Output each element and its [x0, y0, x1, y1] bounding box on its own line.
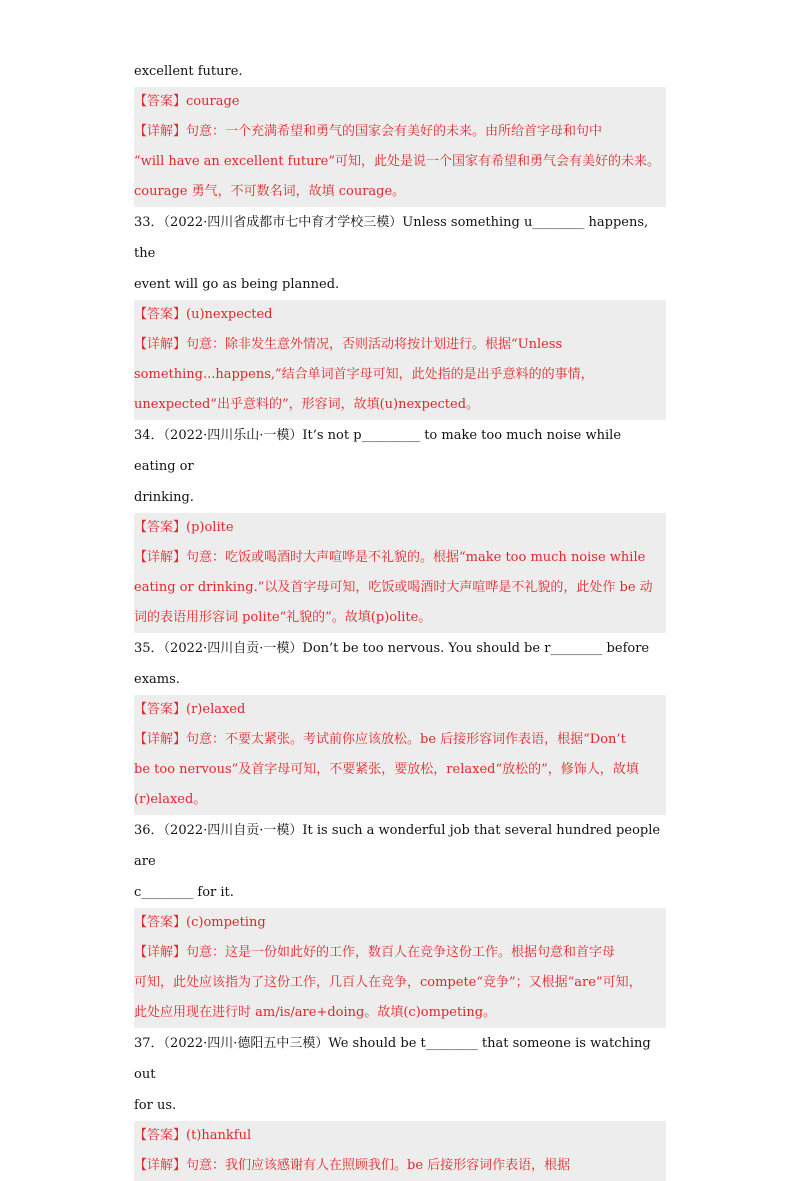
detail-tag: 【详解】	[134, 124, 187, 139]
answer-line	[134, 513, 666, 543]
answer-block-36	[134, 908, 666, 1028]
detail-tag: 【详解】	[134, 1158, 187, 1173]
answer-tag: 【答案】	[134, 307, 187, 322]
detail-text: 句意：我们应该感谢有人在照顾我们。be 后接形容词作表语，根据	[186, 1158, 571, 1173]
document-page	[134, 56, 666, 1181]
answer-tag: 【答案】	[134, 702, 187, 717]
answer-text: (c)ompeting	[186, 915, 266, 930]
detail-line	[134, 938, 666, 968]
answer-text: (r)elaxed	[186, 702, 246, 717]
detail-line: “will have an excellent future”可知，此处是说一个国家有希望和勇气会有美好的未来。	[134, 154, 660, 169]
question-36-line: c________ for it.	[134, 885, 234, 900]
detail-text: 句意：一个充满希望和勇气的国家会有美好的未来。由所给首字母和句中	[186, 124, 603, 139]
detail-line	[134, 725, 666, 755]
detail-text: 句意：吃饭或喝酒时大声喧哗是不礼貌的。根据“make too much noise while	[186, 550, 646, 565]
detail-line: 可知，此处应该指为了这份工作，几百人在竞争，compete“竞争”；又根据“are”可知，	[134, 975, 642, 990]
detail-line: 词的表语用形容词 polite“礼貌的”。故填(p)olite。	[134, 610, 432, 625]
detail-line	[134, 1151, 666, 1181]
answer-line	[134, 1121, 666, 1151]
answer-line	[134, 300, 666, 330]
question-37-line: 37．（2022·四川·德阳五中三模）We should be t________ that someone is watching out	[134, 1036, 651, 1082]
answer-block-34	[134, 513, 666, 633]
answer-line	[134, 87, 666, 117]
detail-tag: 【详解】	[134, 732, 187, 747]
answer-tag: 【答案】	[134, 915, 187, 930]
detail-tag: 【详解】	[134, 550, 187, 565]
detail-line	[134, 117, 666, 147]
detail-line: (r)elaxed。	[134, 792, 207, 807]
detail-line	[134, 543, 666, 573]
answer-text: (t)hankful	[186, 1128, 252, 1143]
answer-block-37	[134, 1121, 666, 1181]
answer-line	[134, 695, 666, 725]
answer-text: courage	[186, 94, 240, 109]
question-34-line: drinking.	[134, 490, 194, 505]
detail-line: something...happens,”结合单词首字母可知，此处指的是出乎意料的的事情，	[134, 367, 594, 382]
answer-text: (u)nexpected	[186, 307, 273, 322]
question-36-line: 36．（2022·四川自贡·一模）It is such a wonderful job that several hundred people are	[134, 823, 661, 869]
detail-line	[134, 330, 666, 360]
detail-line: 此处应用现在进行时 am/is/are+doing。故填(c)ompeting。	[134, 1005, 497, 1020]
detail-text: 句意：除非发生意外情况，否则活动将按计划进行。根据“Unless	[186, 337, 563, 352]
question-35-line: 35．（2022·四川自贡·一模）Don’t be too nervous. You should be r________ before	[134, 641, 650, 656]
question-35-line: exams.	[134, 672, 180, 687]
question-34-line: 34．（2022·四川乐山·一模）It’s not p_________ to make too much noise while eating or	[134, 428, 622, 474]
detail-line: unexpected“出乎意料的”，形容词，故填(u)nexpected。	[134, 397, 480, 412]
detail-text: 句意：这是一份如此好的工作，数百人在竞争这份工作。根据句意和首字母	[186, 945, 616, 960]
detail-line: courage 勇气，不可数名词，故填 courage。	[134, 184, 406, 199]
detail-text: 句意：不要太紧张。考试前你应该放松。be 后接形容词作表语，根据“Don’t	[186, 732, 626, 747]
detail-line: eating or drinking.”以及首字母可知，吃饭或喝酒时大声喧哗是不礼貌的，此处作 be 动	[134, 580, 653, 595]
answer-block-35	[134, 695, 666, 815]
question-33-line: event will go as being planned.	[134, 277, 340, 292]
answer-tag: 【答案】	[134, 94, 187, 109]
detail-tag: 【详解】	[134, 945, 187, 960]
detail-tag: 【详解】	[134, 337, 187, 352]
answer-block-32	[134, 87, 666, 207]
continued-line: excellent future.	[134, 64, 243, 79]
question-37-line: for us.	[134, 1098, 177, 1113]
question-33-line: 33．（2022·四川省成都市七中育才学校三模）Unless something u________ happens, the	[134, 215, 649, 261]
answer-tag: 【答案】	[134, 520, 187, 535]
answer-block-33	[134, 300, 666, 420]
answer-tag: 【答案】	[134, 1128, 187, 1143]
answer-line	[134, 908, 666, 938]
answer-text: (p)olite	[186, 520, 234, 535]
detail-line: be too nervous”及首字母可知，不要紧张，要放松，relaxed“放松的”，修饰人，故填	[134, 762, 639, 777]
